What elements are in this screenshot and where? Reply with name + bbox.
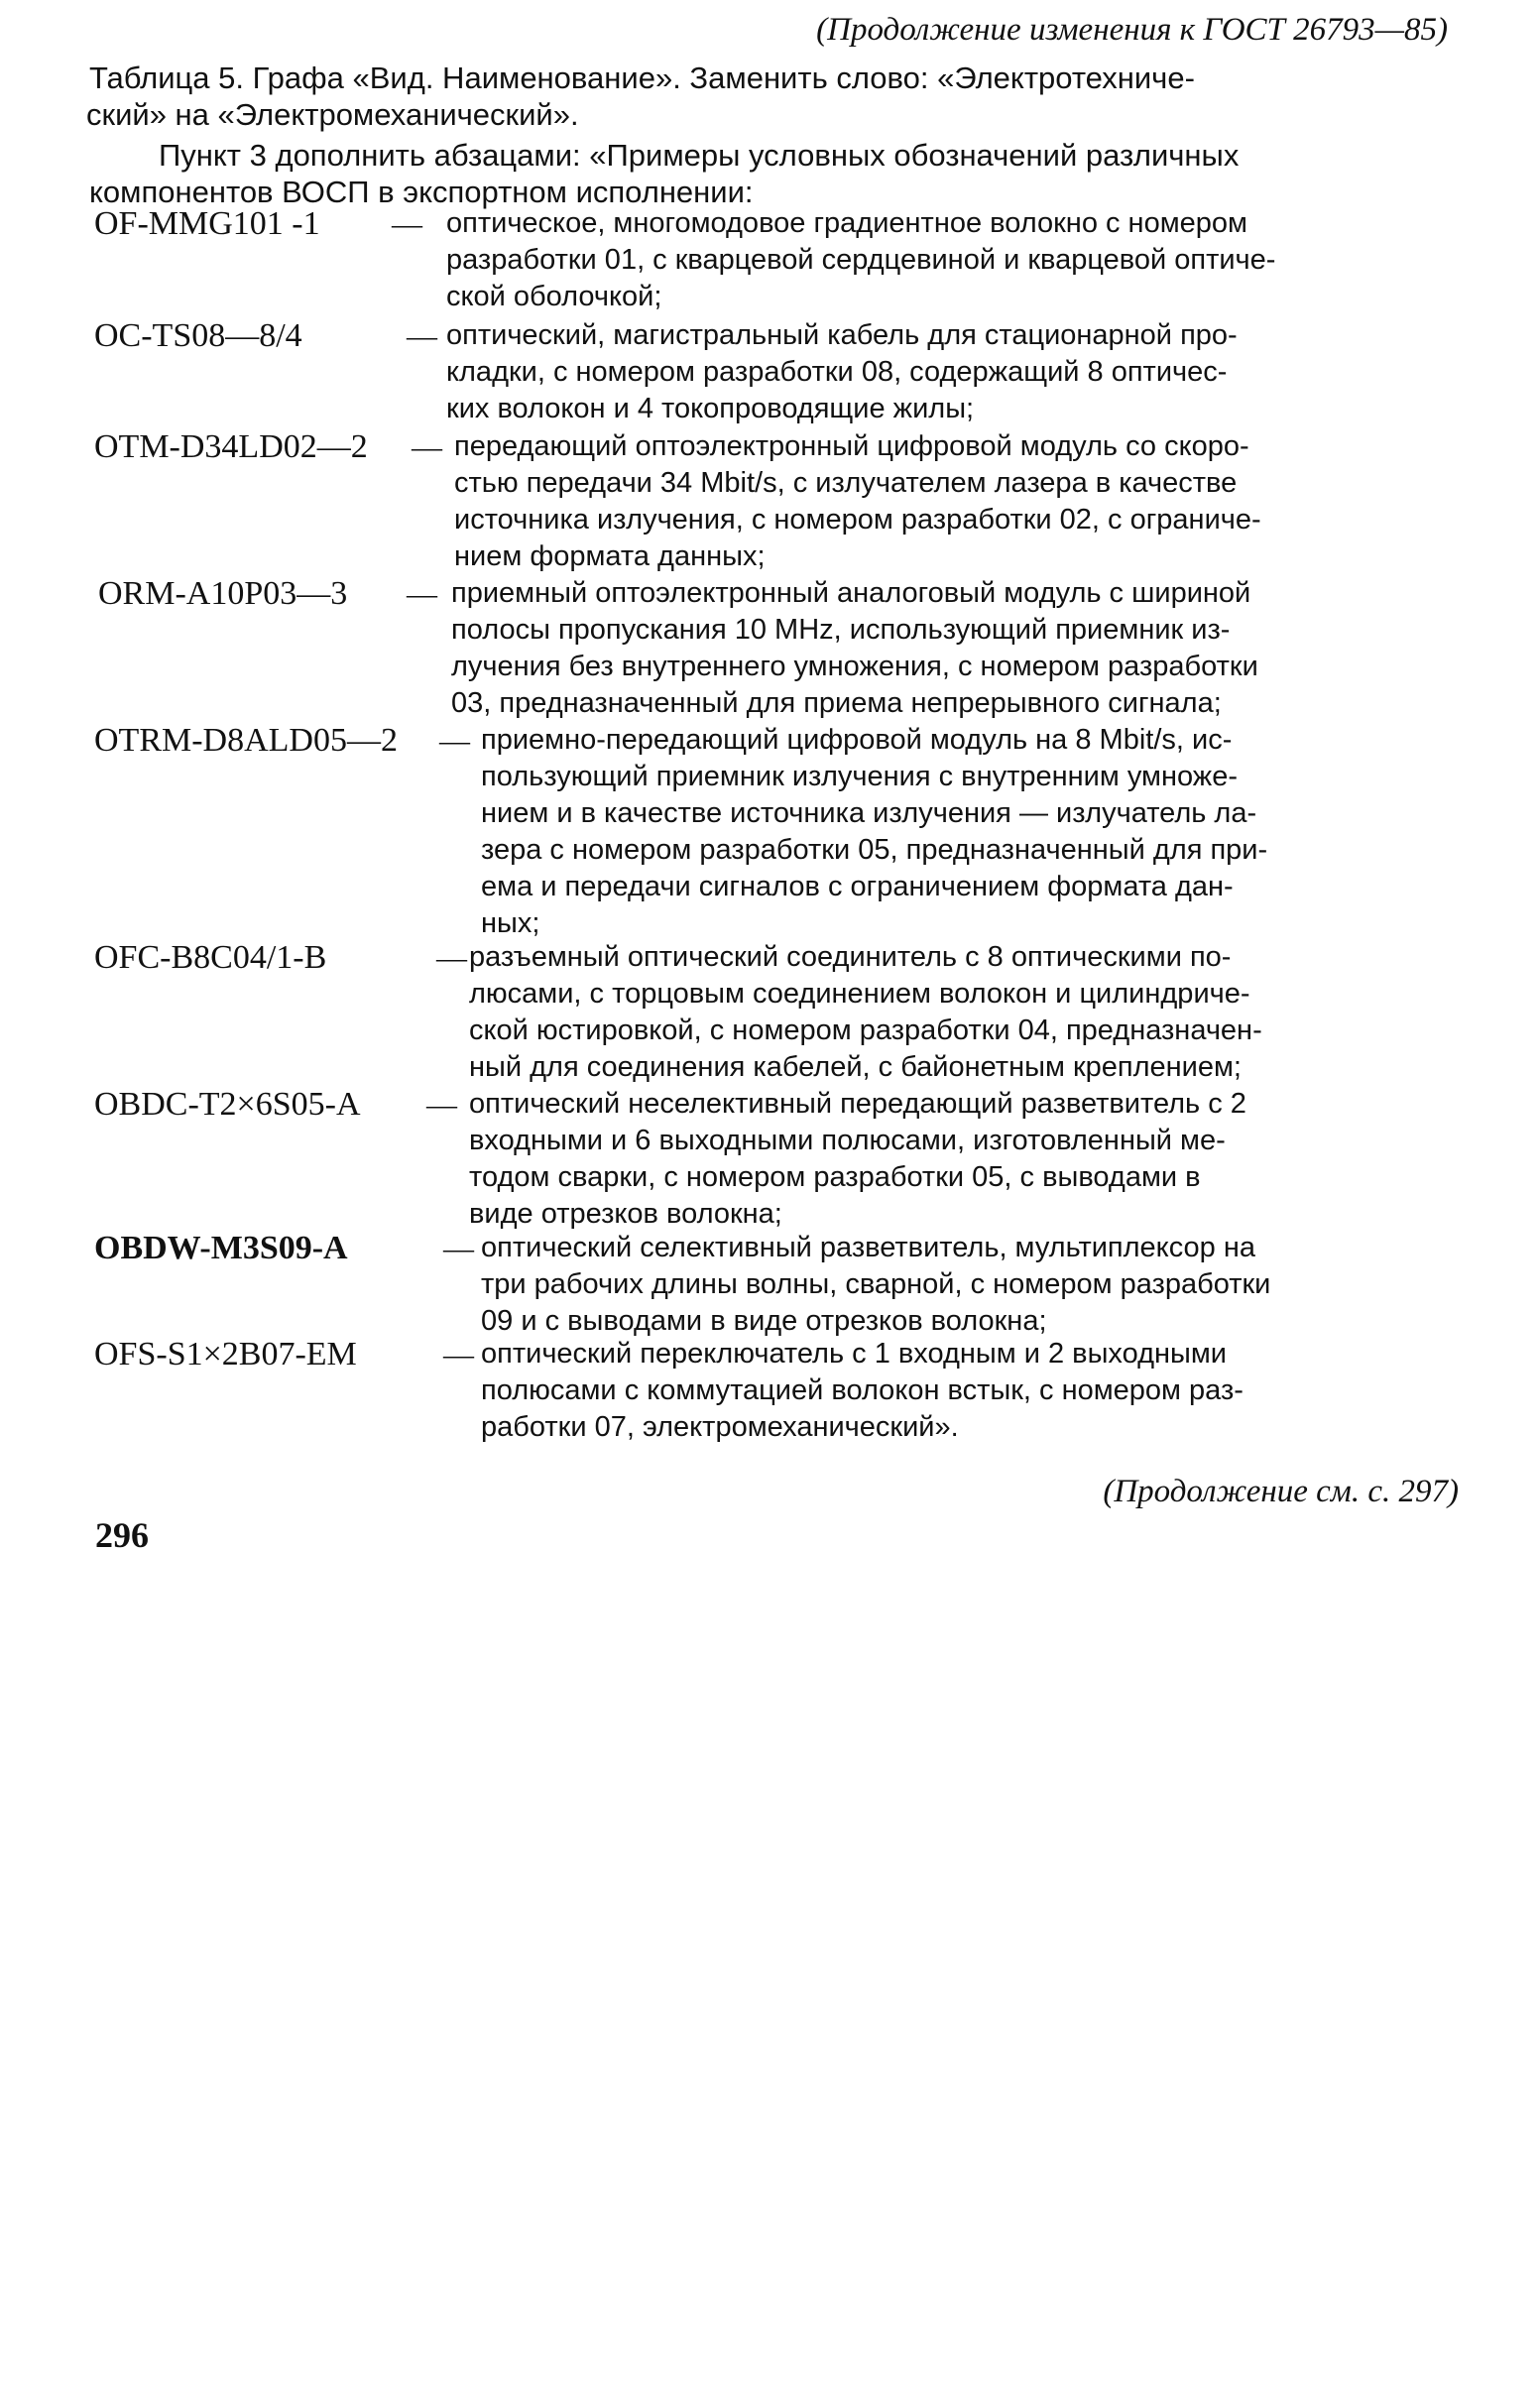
description-line: приемно-передающий цифровой модуль на 8 Mbit/s, ис- xyxy=(481,724,1233,756)
paragraph-line: ский» на «Электромеханический». xyxy=(86,97,579,132)
component-code: OFS-S1×2B07-EM xyxy=(94,1336,357,1373)
component-code: OTRM-D8ALD05—2 xyxy=(94,722,398,759)
dash: — xyxy=(443,1337,474,1372)
description-line: нием и в качестве источника излучения — излучатель ла- xyxy=(481,797,1257,829)
description-line: входными и 6 выходными полюсами, изготовленный ме- xyxy=(469,1125,1226,1156)
description-line: оптическое, многомодовое градиентное волокно с номером xyxy=(446,207,1247,239)
description-line: полосы пропускания 10 MHz, использующий приемник из- xyxy=(451,614,1231,646)
dash: — xyxy=(407,576,437,611)
dash: — xyxy=(412,429,442,464)
description-line: полюсами с коммутацией волокон встык, с номером раз- xyxy=(481,1374,1244,1406)
component-code: OBDW-M3S09-A xyxy=(94,1230,348,1266)
description-line: оптический, магистральный кабель для стационарной про- xyxy=(446,319,1238,351)
description-line: виде отрезков волокна; xyxy=(469,1198,782,1230)
component-description xyxy=(446,317,1438,427)
description-line: ных; xyxy=(481,907,540,939)
description-line: 09 и с выводами в виде отрезков волокна; xyxy=(481,1305,1047,1337)
description-line: оптический неселективный передающий разветвитель с 2 xyxy=(469,1088,1246,1120)
paragraph-line: компонентов ВОСП в экспортном исполнении: xyxy=(89,175,754,209)
description-line: ской юстировкой, с номером разработки 04, предназначен- xyxy=(469,1014,1262,1046)
description-line: ема и передачи сигналов с ограничением формата дан- xyxy=(481,871,1234,902)
description-line: передающий оптоэлектронный цифровой модуль со скоро- xyxy=(454,430,1249,462)
paragraph-line: Пункт 3 дополнить абзацами: «Примеры условных обозначений различных xyxy=(159,138,1240,173)
component-code: OFC-B8C04/1-B xyxy=(94,939,327,976)
description-line: оптический переключатель с 1 входным и 2 выходными xyxy=(481,1338,1228,1370)
table5-paragraph xyxy=(86,60,1443,133)
description-line: ких волокон и 4 токопроводящие жилы; xyxy=(446,393,975,424)
component-code: OF-MMG101 -1 xyxy=(94,205,320,242)
description-line: стью передачи 34 Mbit/s, с излучателем лазера в качестве xyxy=(454,467,1238,499)
description-line: лучения без внутреннего умножения, с номером разработки xyxy=(451,651,1258,682)
dash: — xyxy=(443,1231,474,1265)
description-line: ный для соединения кабелей, с байонетным креплением; xyxy=(469,1051,1242,1083)
component-description xyxy=(481,1336,1438,1446)
description-line: кладки, с номером разработки 08, содержащий 8 оптичес- xyxy=(446,356,1228,388)
item3-paragraph xyxy=(89,137,1443,210)
dash: — xyxy=(407,318,437,353)
dash: — xyxy=(436,940,467,975)
dash: — xyxy=(392,206,422,241)
description-line: ской оболочкой; xyxy=(446,281,662,312)
description-line: источника излучения, с номером разработки 02, с ограниче- xyxy=(454,504,1261,536)
component-description xyxy=(454,428,1438,575)
component-description xyxy=(481,722,1438,942)
running-header: (Продолжение изменения к ГОСТ 26793—85) xyxy=(816,12,1448,48)
component-code: ORM-A10P03—3 xyxy=(98,575,348,612)
dash: — xyxy=(439,723,470,758)
description-line: тодом сварки, с номером разработки 05, с выводами в xyxy=(469,1161,1201,1193)
continuation-note: (Продолжение см. с. 297) xyxy=(1103,1474,1459,1509)
component-code: OTM-D34LD02—2 xyxy=(94,428,368,465)
description-line: работки 07, электромеханический». xyxy=(481,1411,959,1443)
description-line: три рабочих длины волны, сварной, с номером разработки xyxy=(481,1268,1271,1300)
description-line: зера с номером разработки 05, предназначенный для при- xyxy=(481,834,1268,866)
component-description xyxy=(446,205,1438,315)
description-line: пользующий приемник излучения с внутренним умноже- xyxy=(481,761,1238,792)
page-number: 296 xyxy=(95,1515,149,1555)
description-line: разъемный оптический соединитель с 8 оптическими по- xyxy=(469,941,1232,973)
component-description xyxy=(481,1230,1438,1340)
component-description xyxy=(469,1086,1438,1233)
component-code: OBDC-T2×6S05-A xyxy=(94,1086,361,1123)
paragraph-line: Таблица 5. Графа «Вид. Наименование». Заменить слово: «Электротехниче- xyxy=(89,60,1195,95)
description-line: люсами, с торцовым соединением волокон и цилиндриче- xyxy=(469,978,1250,1010)
component-description xyxy=(469,939,1438,1086)
component-code: OC-TS08—8/4 xyxy=(94,317,302,354)
description-line: оптический селективный разветвитель, мультиплексор на xyxy=(481,1232,1255,1263)
description-line: 03, предназначенный для приема непрерывного сигнала; xyxy=(451,687,1222,719)
description-line: разработки 01, с кварцевой сердцевиной и кварцевой оптиче- xyxy=(446,244,1276,276)
dash: — xyxy=(426,1087,457,1122)
description-line: приемный оптоэлектронный аналоговый модуль с шириной xyxy=(451,577,1251,609)
description-line: нием формата данных; xyxy=(454,540,766,572)
component-description xyxy=(451,575,1438,722)
